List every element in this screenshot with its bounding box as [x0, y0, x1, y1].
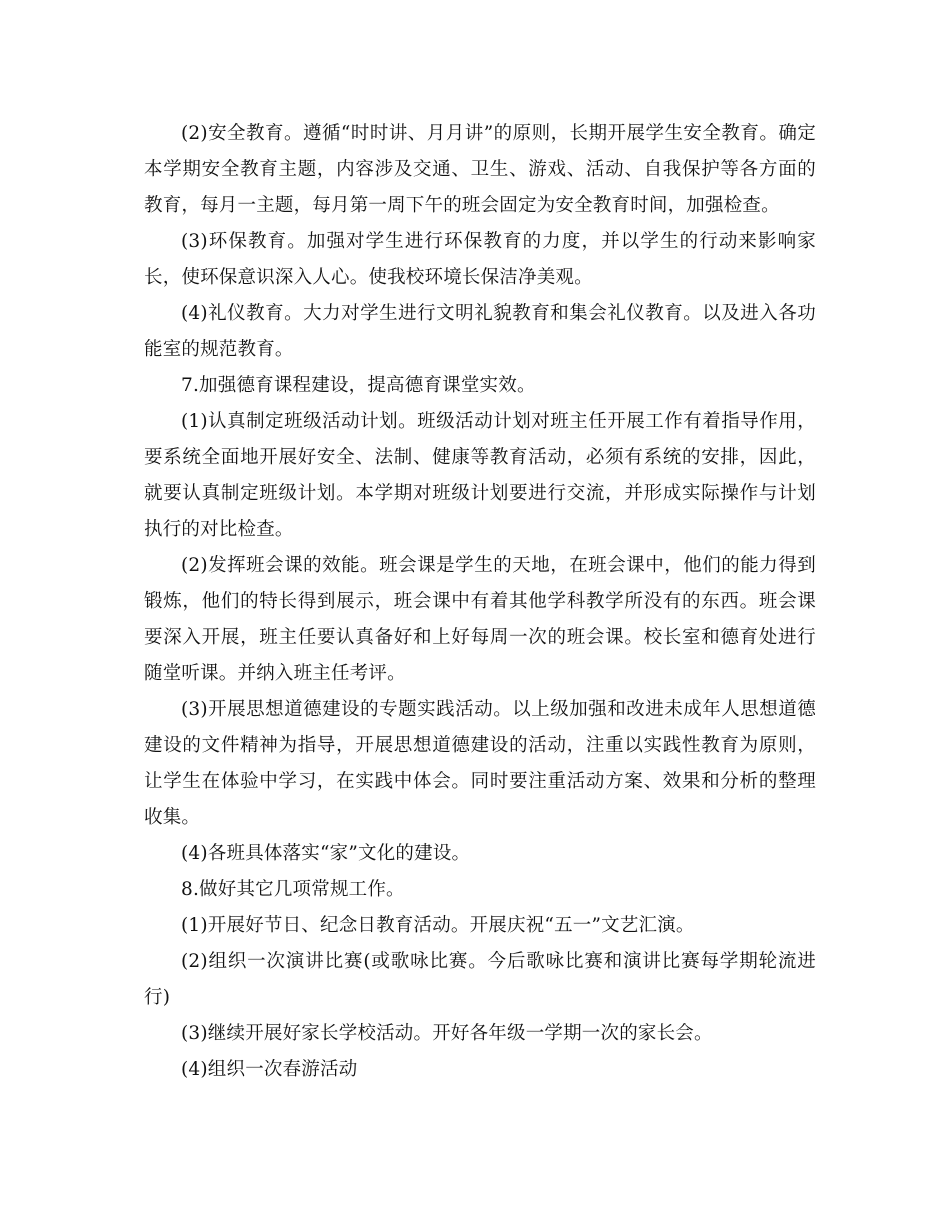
paragraph-etiquette-education: (4)礼仪教育。大力对学生进行文明礼貌教育和集会礼仪教育。以及进入各功能室的规范教育。 [144, 303, 816, 360]
section-heading-routine-work: 8.做好其它几项常规工作。 [181, 879, 405, 900]
paragraph-moral-practice: (3)开展思想道德建设的专题实践活动。以上级加强和改进未成年人思想道德建设的文件精神为指导，开展思想道德建设的活动，注重以实践性教育为原则，让学生在体验中学习，在实践中体会。同时要注重活动方案、效果和分析的整理收集。 [144, 699, 816, 828]
paragraph-home-culture: (4)各班具体落实“家”文化的建设。 [181, 843, 471, 864]
section-heading-moral-curriculum: 7.加强德育课程建设，提高德育课堂实效。 [181, 375, 536, 396]
paragraph-speech-contest: (2)组织一次演讲比赛(或歌咏比赛。今后歌咏比赛和演讲比赛每学期轮流进行) [144, 951, 816, 1008]
paragraph-spring-outing: (4)组织一次春游活动 [181, 1059, 358, 1080]
document-body [144, 116, 816, 1088]
paragraph-safety-education: (2)安全教育。遵循“时时讲、月月讲”的原则，长期开展学生安全教育。确定本学期安全教育主题，内容涉及交通、卫生、游戏、活动、自我保护等各方面的教育，每月一主题，每月第一周下午的班会固定为安全教育时间，加强检查。 [144, 123, 816, 216]
paragraph-class-meeting: (2)发挥班会课的效能。班会课是学生的天地，在班会课中，他们的能力得到锻炼，他们的特长得到展示，班会课中有着其他学科教学所没有的东西。班会课要深入开展，班主任要认真备好和上好每周一次的班会课。校长室和德育处进行随堂听课。并纳入班主任考评。 [144, 555, 816, 684]
paragraph-class-activity-plan: (1)认真制定班级活动计划。班级活动计划对班主任开展工作有着指导作用，要系统全面地开展好安全、法制、健康等教育活动，必须有系统的安排，因此，就要认真制定班级计划。本学期对班级计划要进行交流，并形成实际操作与计划执行的对比检查。 [144, 411, 816, 540]
paragraph-environmental-education: (3)环保教育。加强对学生进行环保教育的力度，并以学生的行动来影响家长，使环保意识深入人心。使我校环境长保洁净美观。 [144, 231, 816, 288]
paragraph-festival-activities: (1)开展好节日、纪念日教育活动。开展庆祝“五一”文艺汇演。 [181, 915, 695, 936]
paragraph-parent-school: (3)继续开展好家长学校活动。开好各年级一学期一次的家长会。 [181, 1023, 713, 1044]
